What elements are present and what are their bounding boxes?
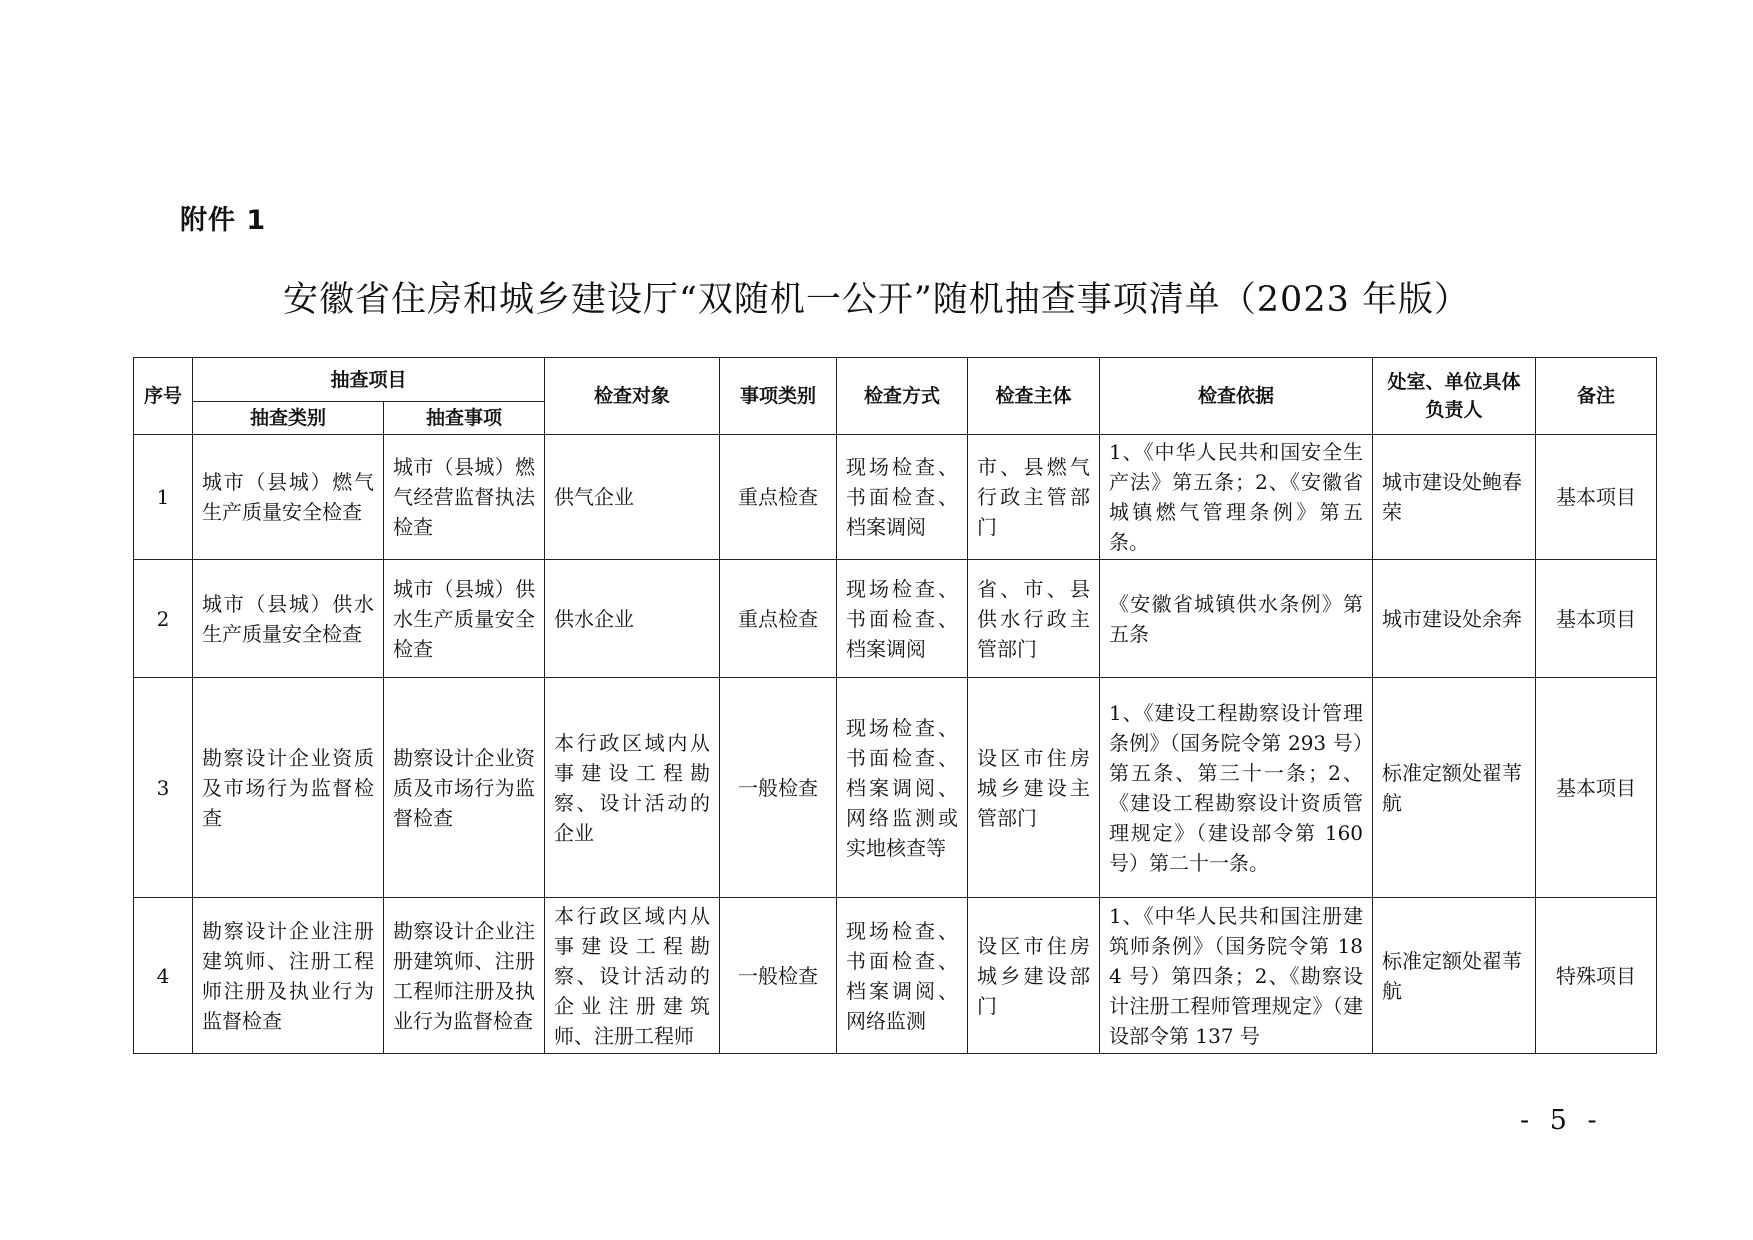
cell-responsible: 城市建设处鲍春荣 [1373, 435, 1536, 560]
cell-category: 城市（县城）供水生产质量安全检查 [193, 560, 384, 678]
cell-remark: 基本项目 [1536, 678, 1657, 898]
header-target: 检查对象 [545, 358, 720, 435]
cell-target: 本行政区域内从事建设工程勘察、设计活动的企业 [545, 678, 720, 898]
header-item-group: 抽查项目 [193, 358, 545, 402]
page-number: - 5 - [1520, 1105, 1603, 1136]
cell-remark: 基本项目 [1536, 435, 1657, 560]
cell-responsible: 城市建设处余奔 [1373, 560, 1536, 678]
cell-category: 勘察设计企业资质及市场行为监督检查 [193, 678, 384, 898]
cell-matter-type: 重点检查 [720, 560, 837, 678]
cell-matter-type: 一般检查 [720, 898, 837, 1054]
table-row [134, 560, 1657, 678]
cell-method: 现场检查、书面检查、档案调阅、网络监测 [837, 898, 968, 1054]
cell-remark: 基本项目 [1536, 560, 1657, 678]
inspection-checklist-table [133, 357, 1657, 1054]
cell-subject: 市、县燃气行政主管部门 [968, 435, 1100, 560]
cell-category: 勘察设计企业注册建筑师、注册工程师注册及执业行为监督检查 [193, 898, 384, 1054]
header-responsible: 处室、单位具体负责人 [1373, 358, 1536, 435]
cell-basis: 1、《中华人民共和国安全生产法》第五条；2、《安徽省城镇燃气管理条例》第五条。 [1100, 435, 1373, 560]
header-category: 抽查类别 [193, 402, 384, 435]
cell-seq: 2 [134, 560, 193, 678]
cell-category: 城市（县城）燃气生产质量安全检查 [193, 435, 384, 560]
cell-responsible: 标准定额处翟苇航 [1373, 678, 1536, 898]
cell-seq: 3 [134, 678, 193, 898]
cell-target: 供水企业 [545, 560, 720, 678]
cell-basis: 《安徽省城镇供水条例》第五条 [1100, 560, 1373, 678]
header-seq: 序号 [134, 358, 193, 435]
header-subject: 检查主体 [968, 358, 1100, 435]
attachment-label: 附件 1 [180, 205, 267, 236]
header-matter-type: 事项类别 [720, 358, 837, 435]
cell-basis: 1、《中华人民共和国注册建筑师条例》（国务院令第 184 号）第四条；2、《勘察设计注册工程师管理规定》（建设部令第 137 号 [1100, 898, 1373, 1054]
cell-subject: 省、市、县供水行政主管部门 [968, 560, 1100, 678]
cell-subject: 设区市住房城乡建设主管部门 [968, 678, 1100, 898]
table-row [134, 435, 1657, 560]
header-remark: 备注 [1536, 358, 1657, 435]
cell-matter: 城市（县城）燃气经营监督执法检查 [384, 435, 545, 560]
cell-subject: 设区市住房城乡建设部门 [968, 898, 1100, 1054]
cell-matter: 勘察设计企业资质及市场行为监督检查 [384, 678, 545, 898]
cell-seq: 4 [134, 898, 193, 1054]
header-method: 检查方式 [837, 358, 968, 435]
header-basis: 检查依据 [1100, 358, 1373, 435]
table-row [134, 678, 1657, 898]
cell-target: 供气企业 [545, 435, 720, 560]
cell-matter: 勘察设计企业注册建筑师、注册工程师注册及执业行为监督检查 [384, 898, 545, 1054]
cell-responsible: 标准定额处翟苇航 [1373, 898, 1536, 1054]
cell-seq: 1 [134, 435, 193, 560]
table-row [134, 898, 1657, 1054]
cell-matter-type: 重点检查 [720, 435, 837, 560]
cell-method: 现场检查、书面检查、档案调阅 [837, 435, 968, 560]
cell-target: 本行政区域内从事建设工程勘察、设计活动的企业注册建筑师、注册工程师 [545, 898, 720, 1054]
cell-method: 现场检查、书面检查、档案调阅、网络监测或实地核查等 [837, 678, 968, 898]
cell-basis: 1、《建设工程勘察设计管理条例》（国务院令第 293 号）第五条、第三十一条；2、《建设工程勘察设计资质管理规定》（建设部令第 160 号）第二十一条。 [1100, 678, 1373, 898]
cell-method: 现场检查、书面检查、档案调阅 [837, 560, 968, 678]
cell-matter-type: 一般检查 [720, 678, 837, 898]
cell-remark: 特殊项目 [1536, 898, 1657, 1054]
document-title: 安徽省住房和城乡建设厅“双随机一公开”随机抽查事项清单（2023 年版） [283, 280, 1470, 320]
header-matter: 抽查事项 [384, 402, 545, 435]
cell-matter: 城市（县城）供水生产质量安全检查 [384, 560, 545, 678]
